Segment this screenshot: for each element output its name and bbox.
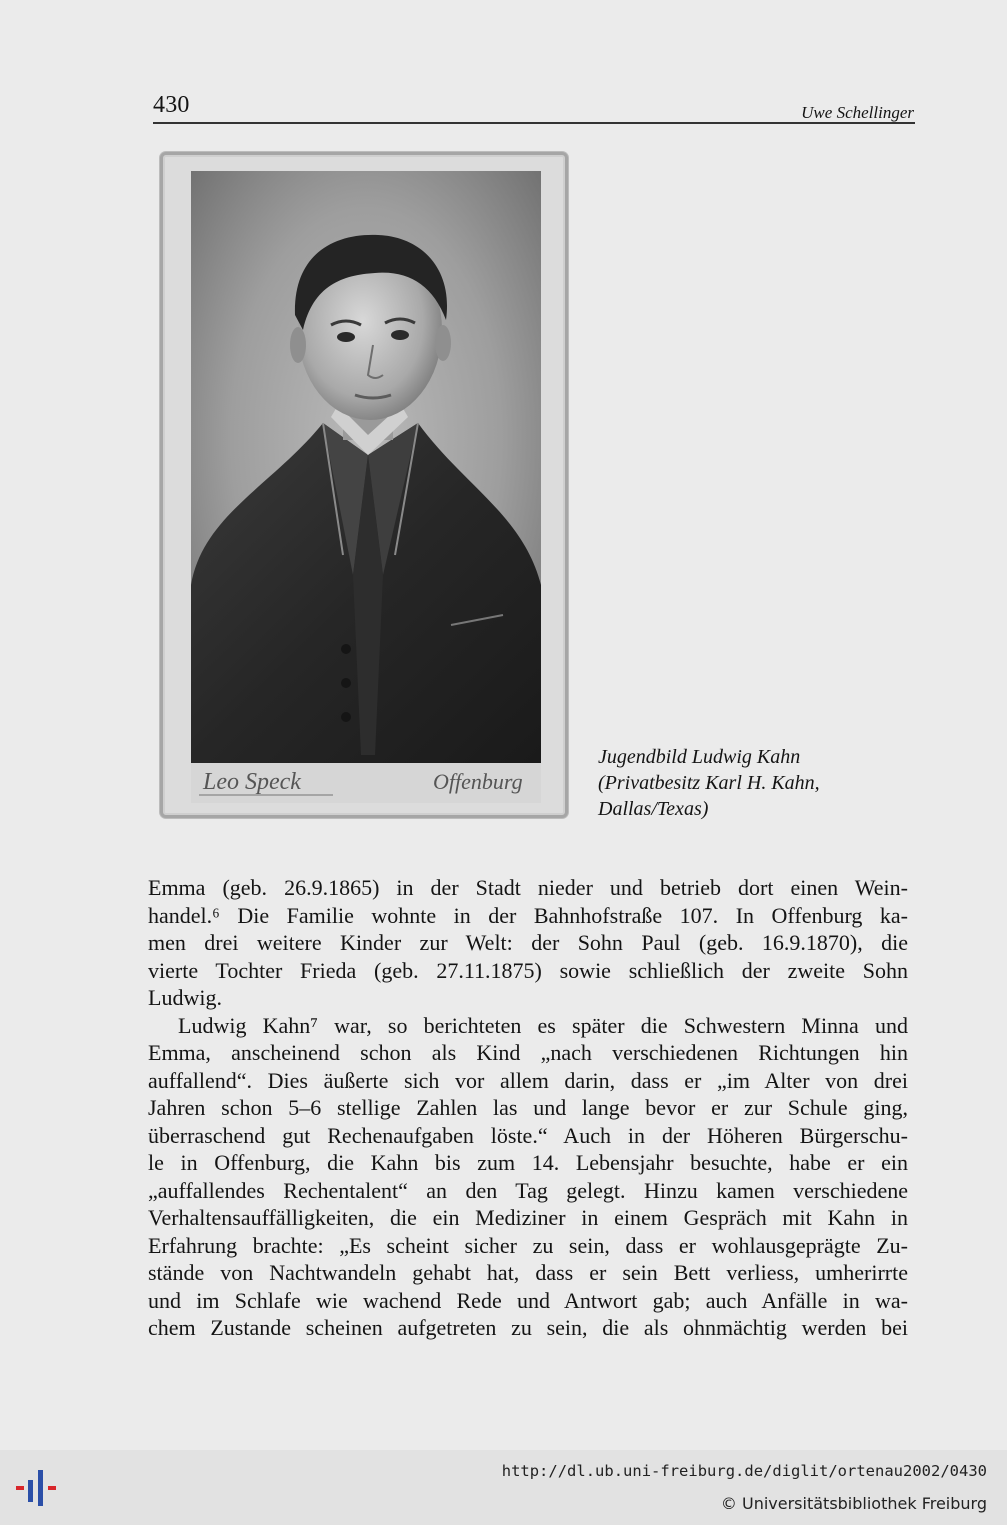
page-number: 430 — [153, 92, 190, 118]
body-line: Emma, anscheinend schon als Kind „nach verschiedenen Richtungen hin — [148, 1040, 908, 1065]
body-line: stände von Nachtwandeln gehabt hat, dass er sein Bett verliess, umherirrte — [148, 1260, 908, 1285]
body-line: auffallend“. Dies äußerte sich vor allem darin, dass er „im Alter von drei — [148, 1067, 908, 1093]
body-line: Jahren schon 5–6 stellige Zahlen las und lange bevor er zur Schule ging, — [148, 1095, 908, 1120]
body-line: Verhaltensauffälligkeiten, die ein Mediziner in einem Gespräch mit Kahn in — [148, 1205, 908, 1230]
portrait-photograph — [160, 152, 568, 818]
body-line: handel.⁶ Die Familie wohnte in der Bahnhofstraße 107. In Offenburg ka- — [148, 902, 908, 928]
body-line: vierte Tochter Frieda (geb. 27.11.1875) sowie schließlich der zweite Sohn — [148, 957, 908, 983]
body-line: „auffallendes Rechentalent“ an den Tag gelegt. Hinzu kamen verschiedene — [148, 1177, 908, 1203]
footer-bar — [0, 1450, 1007, 1525]
running-head-author: Uwe Schellinger — [801, 103, 914, 122]
studio-city: Offenburg — [433, 769, 523, 794]
figure-caption — [598, 744, 898, 822]
body-line: Emma (geb. 26.9.1865) in der Stadt nieder und betrieb dort einen Wein- — [148, 875, 908, 900]
body-line: Ludwig. — [148, 985, 222, 1010]
body-line: und im Schlafe wie wachend Rede und Antwort gab; auch Anfälle in wa- — [148, 1287, 908, 1313]
body-line: Erfahrung brachte: „Es scheint sicher zu sein, dass er wohlausgeprägte Zu- — [148, 1232, 908, 1258]
body-line: men drei weitere Kinder zur Welt: der Sohn Paul (geb. 16.9.1870), die — [148, 930, 908, 955]
caption-line: Dallas/Texas) — [598, 798, 709, 820]
body-line: chem Zustande scheinen aufgetreten zu sein, die als ohnmächtig werden bei — [148, 1315, 908, 1340]
caption-line: Jugendbild Ludwig Kahn — [598, 746, 801, 768]
studio-signature: Leo Speck — [203, 769, 301, 795]
body-text — [148, 874, 908, 1342]
caption-line: (Privatbesitz Karl H. Kahn, — [598, 772, 820, 794]
footer-url-link[interactable]: http://dl.ub.uni-freiburg.de/diglit/ortenau2002/0430 — [501, 1462, 987, 1480]
ub-freiburg-logo-icon — [14, 1466, 64, 1510]
body-line: überraschend gut Rechenaufgaben löste.“ Auch in der Höheren Bürgerschu- — [148, 1122, 908, 1148]
header-rule — [153, 122, 915, 124]
footer-copyright: © Universitätsbibliothek Freiburg — [720, 1494, 987, 1513]
body-line: Ludwig Kahn⁷ war, so berichteten es später die Schwestern Minna und — [178, 1012, 908, 1038]
portrait-photo-image — [163, 155, 565, 815]
body-line: le in Offenburg, die Kahn bis zum 14. Lebensjahr besuchte, habe er ein — [148, 1150, 908, 1175]
